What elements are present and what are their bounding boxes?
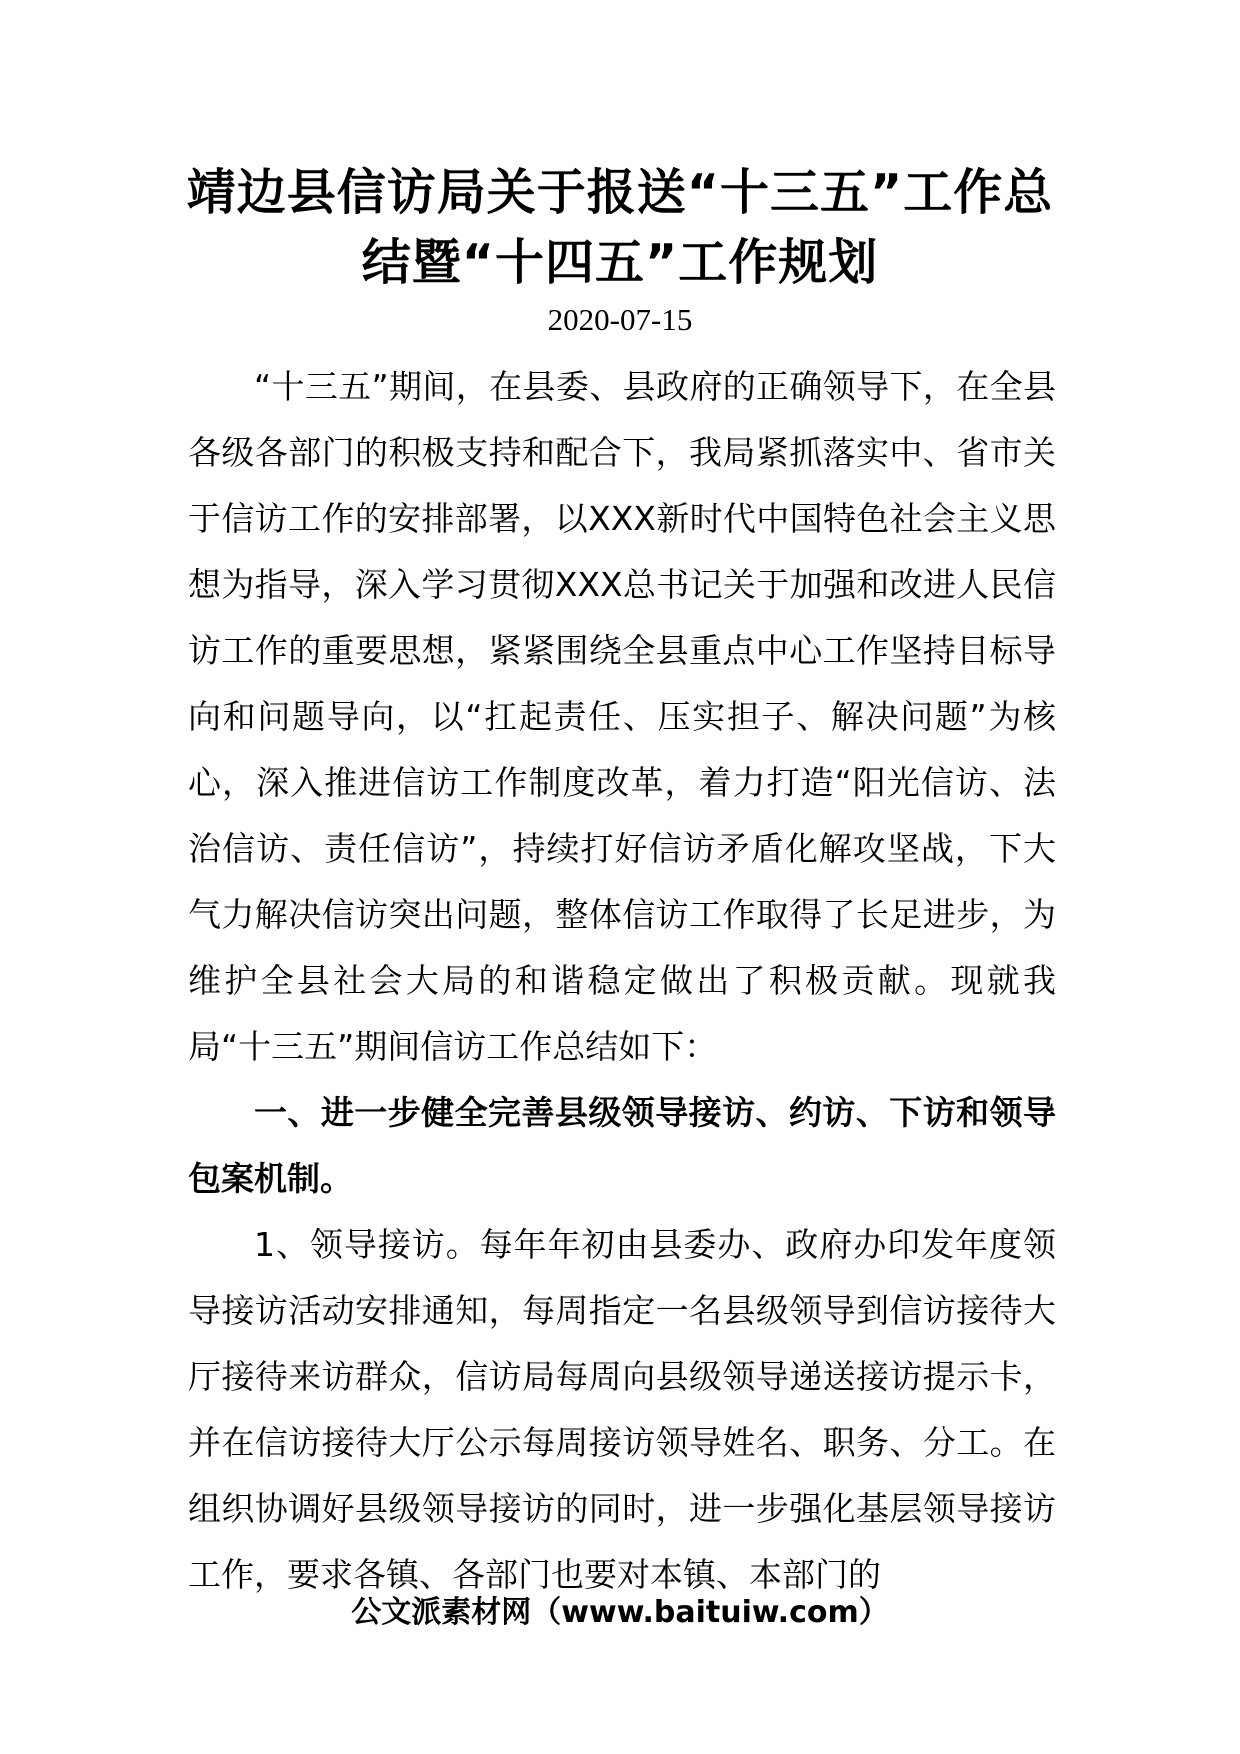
document-body [188, 354, 1056, 1608]
document-title-line-2: 结暨“十四五”工作规划 [361, 234, 879, 291]
document-date: 2020-07-15 [547, 302, 693, 337]
document-title-line-1: 靖边县信访局关于报送“十三五”工作总 [186, 164, 1054, 221]
subsection-paragraph-1: 1、领导接访。每年年初由县委办、政府办印发年度领导接访活动安排通知，每周指定一名县级领导到信访接待大厅接待来访群众，信访局每周向县级领导递送接访提示卡，并在信访接待大厅公示每周接访领导姓名、职务、分工。在组织协调好县级领导接访的同时，进一步强化基层领导接访工作，要求各镇、各部门也要对本镇、本部门的 [188, 1225, 1056, 1594]
section-heading-1: 一、进一步健全完善县级领导接访、约访、下访和领导包案机制。 [188, 1093, 1056, 1198]
footer-watermark: 公文派素材网（www.baituiw.com） [351, 1595, 889, 1630]
document-title [160, 158, 1080, 298]
intro-paragraph: “十三五”期间，在县委、县政府的正确领导下，在全县各级各部门的积极支持和配合下，我局紧抓落实中、省市关于信访工作的安排部署，以XXX新时代中国特色社会主义思想为指导，深入学习贯彻XXX总书记关于加强和改进人民信访工作的重要思想，紧紧围绕全县重点中心工作坚持目标导向和问题导向，以“扛起责任、压实担子、解决问题”为核心，深入推进信访工作制度改革，着力打造“阳光信访、法治信访、责任信访”，持续打好信访矛盾化解攻坚战，下大气力解决信访突出问题，整体信访工作取得了长足进步，为维护全县社会大局的和谐稳定做出了积极贡献。现就我局“十三五”期间信访工作总结如下： [188, 367, 1056, 1066]
